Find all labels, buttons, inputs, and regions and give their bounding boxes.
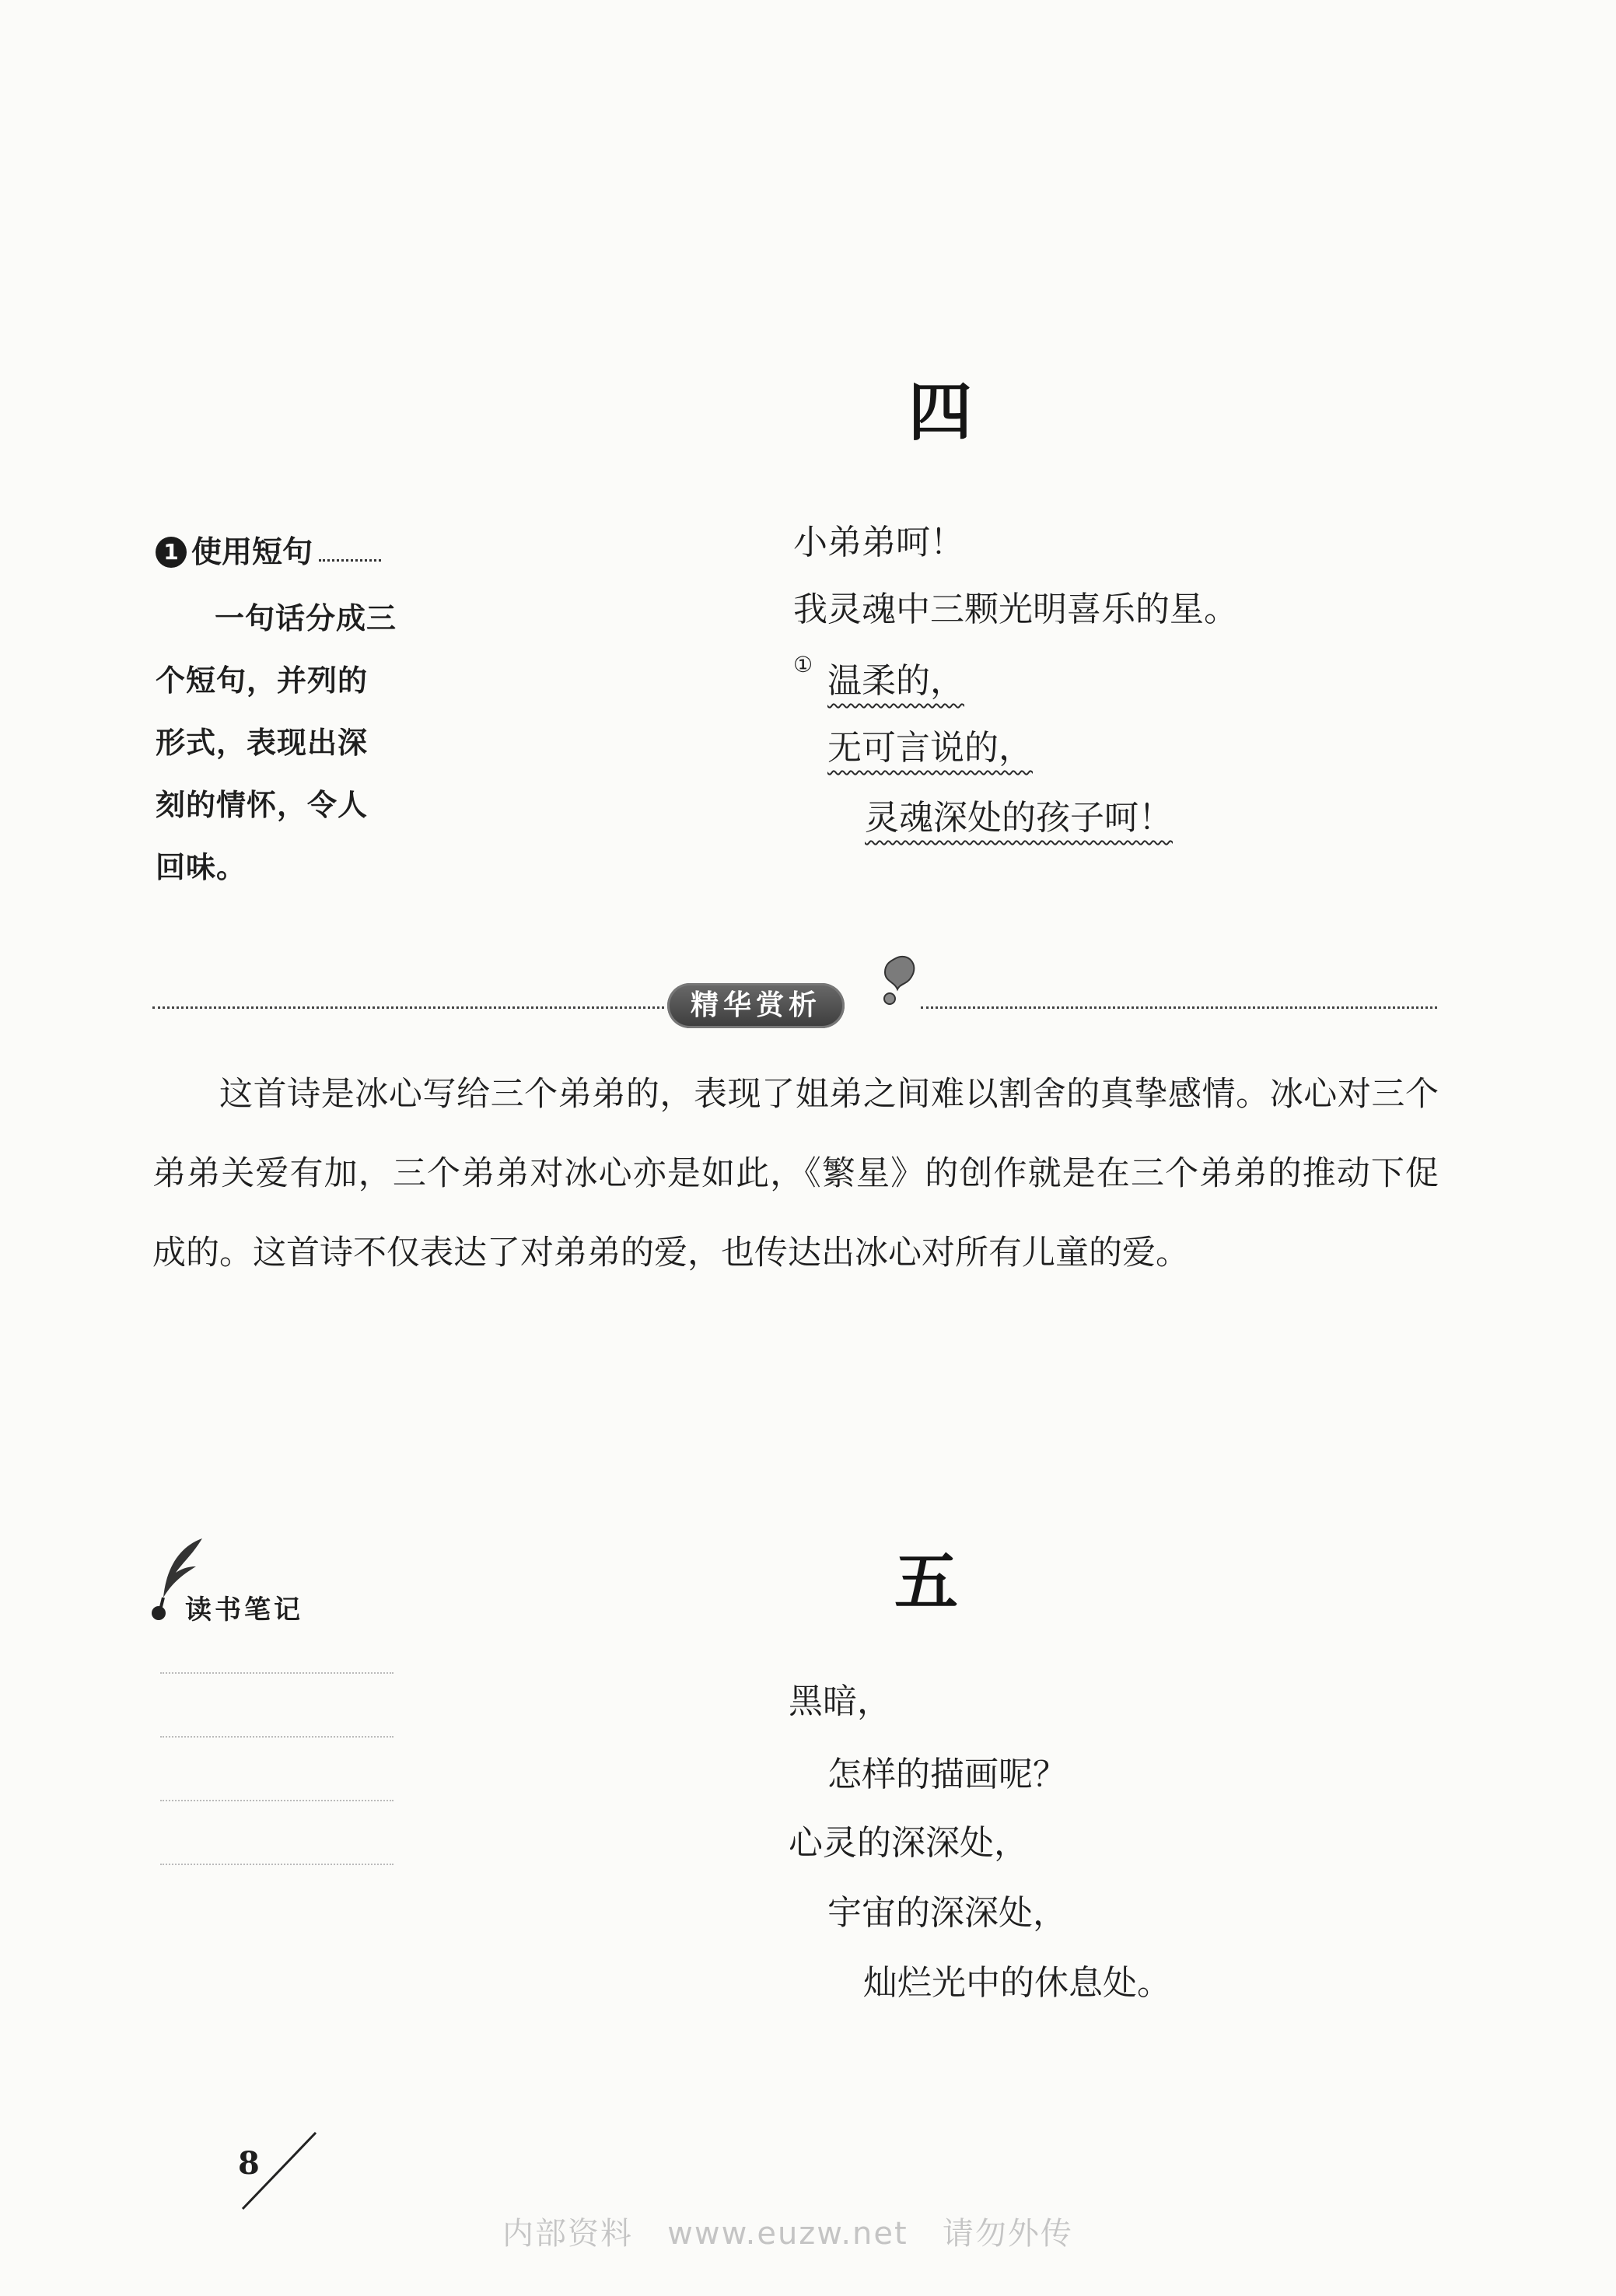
poem5-line-1: 黑暗， bbox=[789, 1682, 891, 1721]
note-title-leader bbox=[319, 559, 381, 562]
note-number-badge: 1 bbox=[156, 537, 187, 568]
note-writing-line bbox=[160, 1800, 394, 1801]
side-note-title bbox=[156, 534, 381, 570]
watermark-text: 内部资料 www.euzw.net 请勿外传 bbox=[502, 2216, 1073, 2252]
page-number-slash bbox=[238, 2128, 324, 2214]
divider-left bbox=[152, 1006, 664, 1009]
poem4-line-2: 我灵魂中三颗光明喜乐的星。 bbox=[793, 590, 1238, 629]
poem5-line-2: 怎样的描画呢？ bbox=[827, 1755, 1067, 1794]
section-heading-5: 五 bbox=[894, 1545, 959, 1619]
note-writing-line bbox=[160, 1672, 394, 1674]
page-number: 8 bbox=[238, 2145, 260, 2182]
reading-notes-label: 读书笔记 bbox=[185, 1594, 303, 1626]
poem5-line-5: 灿烂光中的休息处。 bbox=[863, 1963, 1171, 2003]
poem4-line-5: 灵魂深处的孩子呵！ bbox=[865, 798, 1173, 838]
section-heading-4: 四 bbox=[908, 376, 973, 450]
side-note-body: 一句话分成三个短句，并列的形式，表现出深刻的情怀，令人回味。 bbox=[156, 601, 397, 884]
divider-right bbox=[921, 1006, 1437, 1009]
poem4-line-3: 温柔的， bbox=[827, 661, 964, 701]
poem4-line-1: 小弟弟呵！ bbox=[793, 523, 964, 562]
analysis-paragraph: 这首诗是冰心写给三个弟弟的，表现了姐弟之间难以割舍的真挚感情。冰心对三个弟弟关爱有加，三个弟弟对冰心亦是如此，《繁星》的创作就是在三个弟弟的推动下促成的。这首诗不仅表达了对弟弟的爱，也传达出冰心对所有儿童的爱。 bbox=[152, 1075, 1439, 1272]
speech-bubble-icon bbox=[874, 954, 919, 1010]
analysis-label: 精华赏析 bbox=[667, 983, 845, 1028]
note-writing-line bbox=[160, 1864, 394, 1865]
poem4-line-4: 无可言说的， bbox=[827, 728, 1033, 768]
poem5-line-4: 宇宙的深深处， bbox=[827, 1893, 1067, 1933]
note-writing-line bbox=[160, 1736, 394, 1738]
footnote-marker-1: ① bbox=[793, 652, 813, 677]
poem5-line-3: 心灵的深深处， bbox=[789, 1823, 1028, 1863]
note-title-text: 使用短句 bbox=[191, 534, 313, 570]
